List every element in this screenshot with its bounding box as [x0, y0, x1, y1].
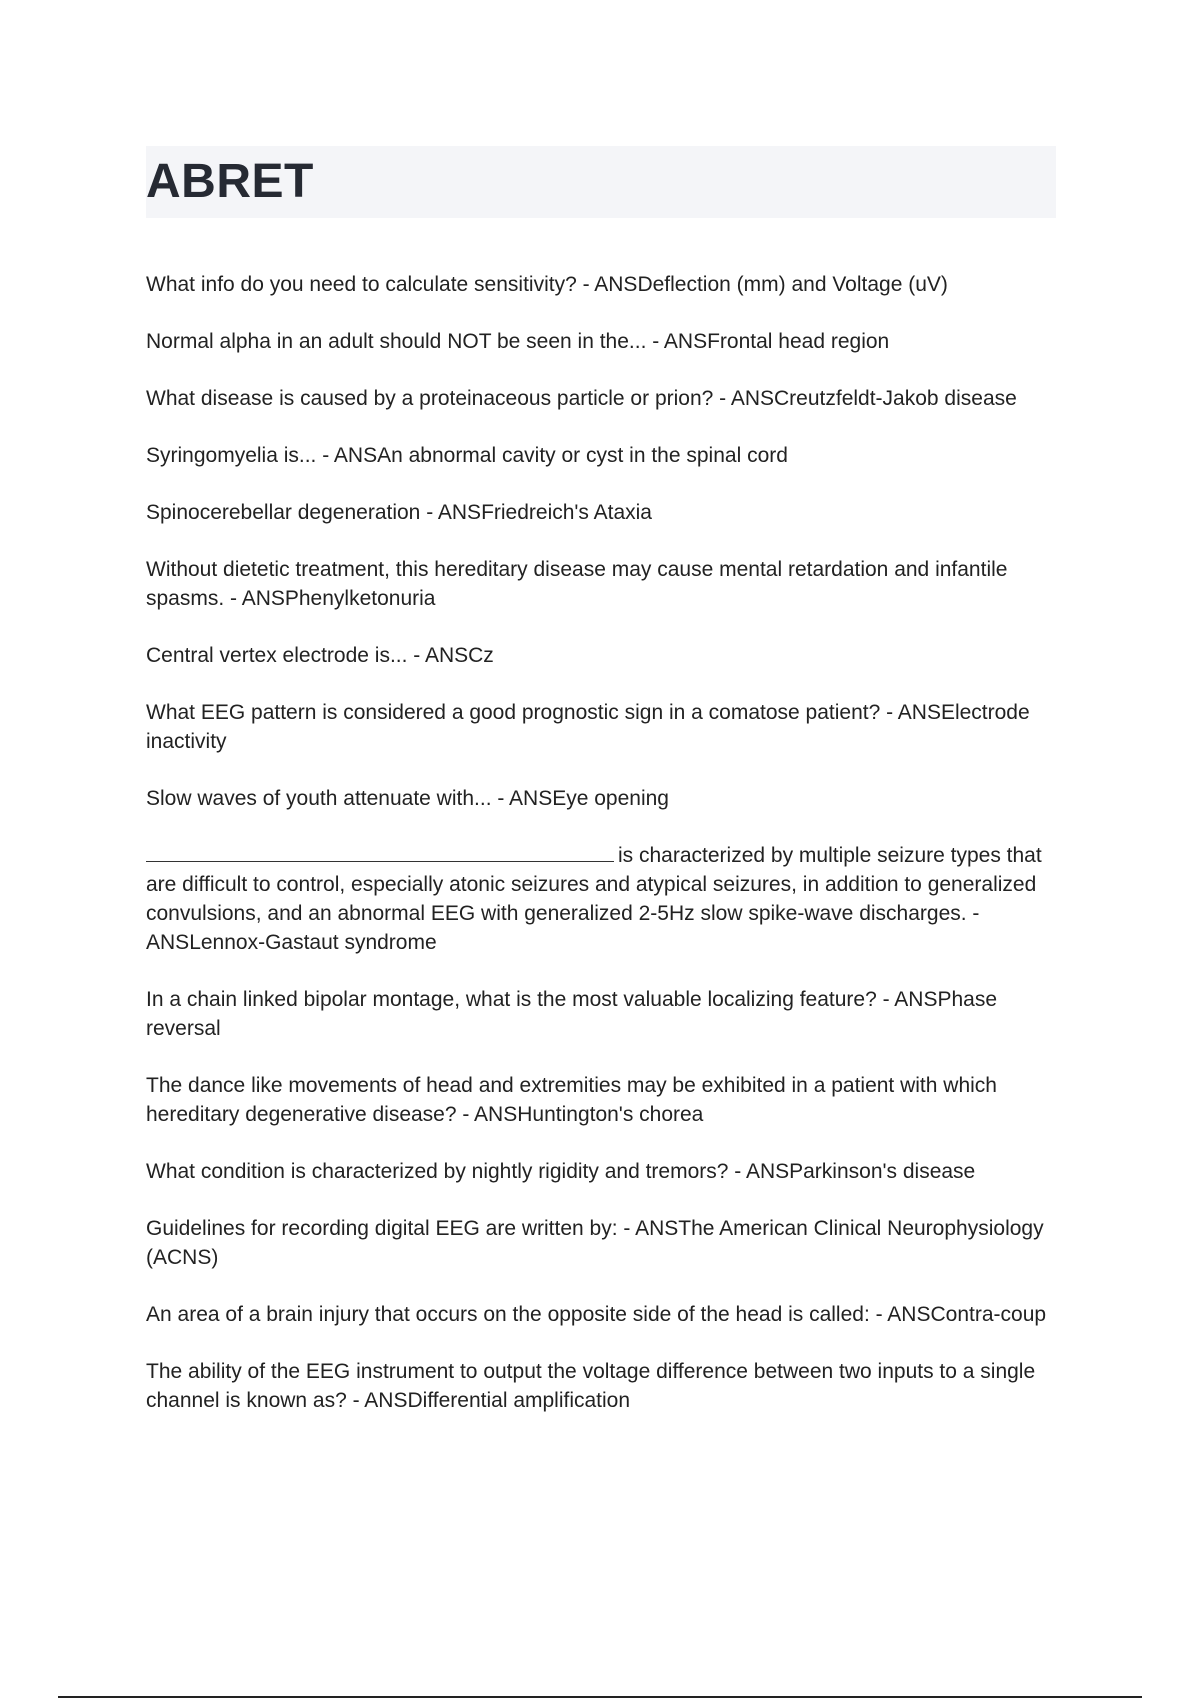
answer-text: Lennox-Gastaut syndrome: [189, 931, 437, 954]
answer-marker: - ANS: [646, 330, 708, 353]
answer-text: Differential amplification: [407, 1389, 631, 1412]
answer-text: Frontal head region: [707, 330, 890, 353]
answer-marker: - ANS: [407, 644, 469, 667]
answer-text: Contra-coup: [930, 1303, 1047, 1326]
qa-item: [146, 841, 1066, 957]
answer-text: Phenylketonuria: [284, 587, 436, 610]
question-text: An area of a brain injury that occurs on the opposite side of the head is called:: [146, 1303, 870, 1326]
qa-item: [146, 1300, 1066, 1329]
answer-marker: - ANS: [456, 1103, 518, 1126]
answer-marker: - ANS: [617, 1217, 679, 1240]
answer-marker: - ANS: [876, 988, 938, 1011]
answer-marker: - ANS: [420, 501, 482, 524]
answer-marker: - ANS: [224, 587, 285, 610]
question-text: Central vertex electrode is...: [146, 644, 408, 667]
question-text: What info do you need to calculate sensitivity?: [146, 273, 577, 296]
answer-text: Huntington's chorea: [517, 1103, 704, 1126]
fill-in-blank: [146, 841, 614, 862]
answer-marker: - ANS: [346, 1389, 408, 1412]
answer-marker: - ANS: [728, 1160, 790, 1183]
qa-item: [146, 698, 1066, 756]
answer-text: The American Clinical Neurophysiology (ACNS): [146, 1217, 1044, 1269]
answer-marker: - ANS: [316, 444, 378, 467]
question-text: What disease is caused by a proteinaceous particle or prion?: [146, 387, 714, 410]
question-text: What condition is characterized by nightly rigidity and tremors?: [146, 1160, 729, 1183]
question-text: Guidelines for recording digital EEG are written by:: [146, 1217, 618, 1240]
question-text: Without dietetic treatment, this hereditary disease may cause mental retardation and infantile spasms.: [146, 558, 1008, 610]
qa-item: [146, 641, 1066, 670]
qa-item: [146, 1157, 1066, 1186]
question-text: What EEG pattern is considered a good prognostic sign in a comatose patient?: [146, 701, 881, 724]
answer-text: Parkinson's disease: [789, 1160, 976, 1183]
answer-text: Creutzfeldt-Jakob disease: [774, 387, 1017, 410]
qa-item: [146, 1357, 1066, 1415]
title-band: [146, 146, 1056, 218]
question-text: Syringomyelia is...: [146, 444, 317, 467]
qa-item: [146, 384, 1066, 413]
question-text: is characterized by multiple seizure types that are difficult to control, especially atonic seizures and atypical seizures, in addition to generalized convulsions, and an abnormal EEG with generalized 2-5Hz slow spike-wave discharges.: [146, 844, 1042, 925]
answer-text: An abnormal cavity or cyst in the spinal cord: [377, 444, 788, 467]
answer-marker: - ANS: [491, 787, 553, 810]
answer-text: Friedreich's Ataxia: [481, 501, 652, 524]
answer-marker: - ANS: [880, 701, 941, 724]
answer-text: Electrode inactivity: [146, 701, 1030, 753]
qa-item: [146, 1214, 1066, 1272]
qa-item: [146, 327, 1066, 356]
answer-marker: - ANS: [146, 902, 980, 954]
question-text: Normal alpha in an adult should NOT be seen in the...: [146, 330, 647, 353]
qa-item: [146, 1071, 1066, 1129]
qa-item: [146, 270, 1066, 299]
question-text: Spinocerebellar degeneration: [146, 501, 421, 524]
footer-divider: [58, 1696, 1142, 1698]
question-text: In a chain linked bipolar montage, what is the most valuable localizing feature?: [146, 988, 877, 1011]
answer-text: Phase reversal: [146, 988, 997, 1040]
answer-marker: - ANS: [713, 387, 775, 410]
question-text: Slow waves of youth attenuate with...: [146, 787, 492, 810]
answer-text: Cz: [468, 644, 494, 667]
qa-item: [146, 985, 1066, 1043]
answer-marker: - ANS: [576, 273, 638, 296]
qa-item: [146, 784, 1066, 813]
question-text: The ability of the EEG instrument to output the voltage difference between two inputs to a single channel is known as?: [146, 1360, 1036, 1412]
qa-item: [146, 441, 1066, 470]
answer-text: Eye opening: [552, 787, 669, 810]
qa-list: [146, 270, 1066, 1443]
page-title: ABRET: [146, 155, 314, 208]
question-text: The dance like movements of head and extremities may be exhibited in a patient with which hereditary degenerative disease?: [146, 1074, 997, 1126]
answer-text: Deflection (mm) and Voltage (uV): [637, 273, 948, 296]
answer-marker: - ANS: [869, 1303, 931, 1326]
qa-item: [146, 555, 1066, 613]
qa-item: [146, 498, 1066, 527]
